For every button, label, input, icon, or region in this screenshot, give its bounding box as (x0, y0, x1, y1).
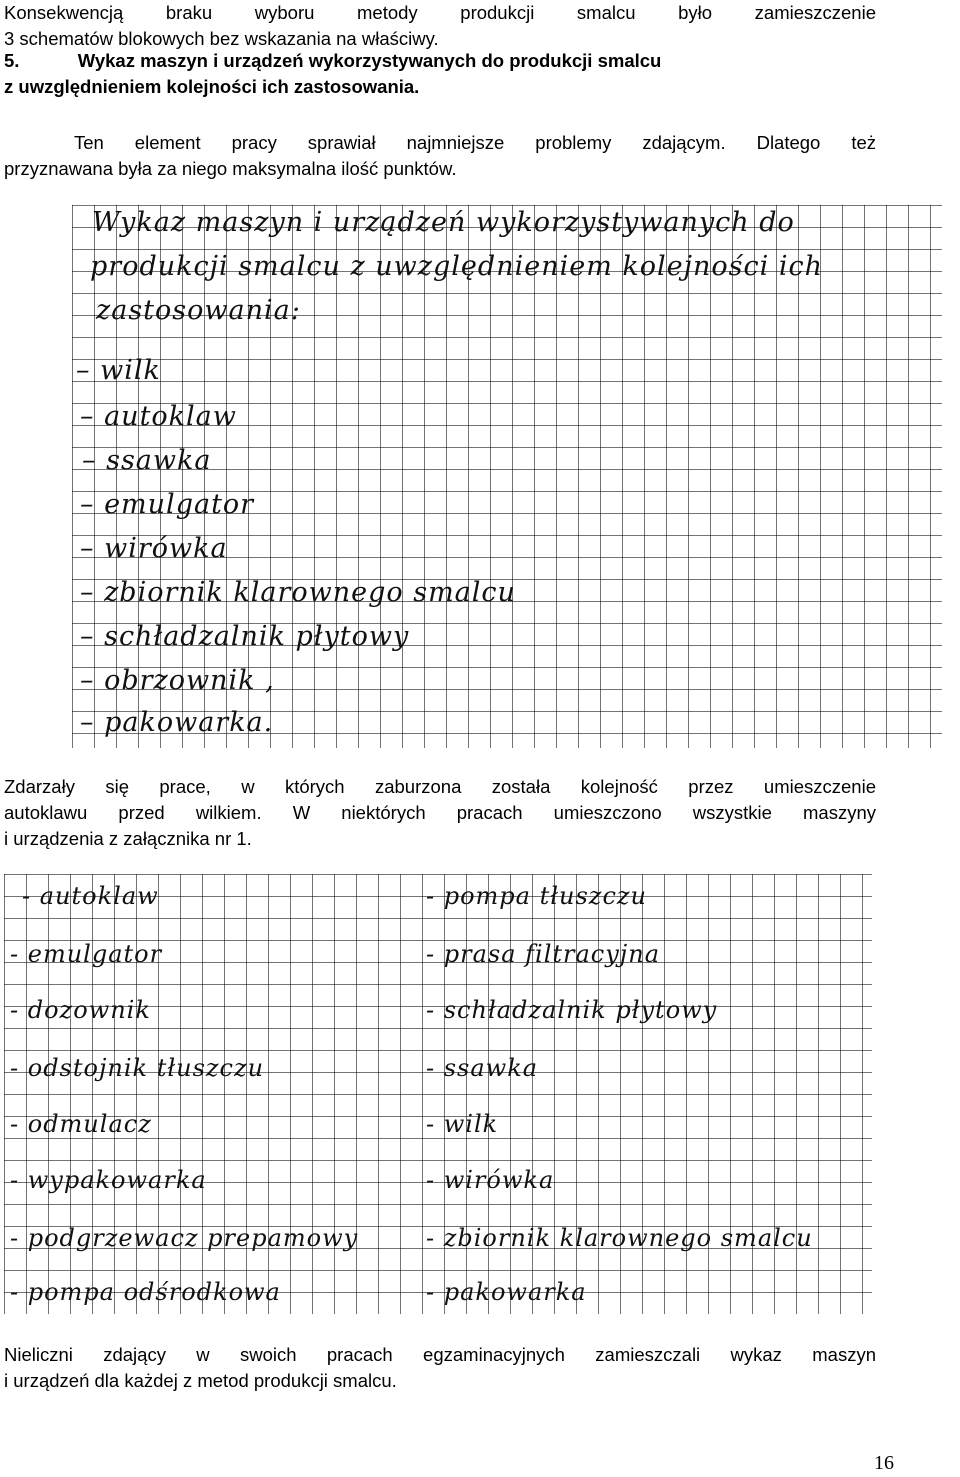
scan1-heading-line-1: Wykaz maszyn i urządzeń wykorzystywanych do (92, 207, 795, 238)
scan2-right-item: - schładzalnik płytowy (426, 996, 718, 1024)
section-title-line-2: z uwzględnieniem kolejności ich zastosowania. (4, 76, 420, 97)
scan2-left-item: - odstojnik tłuszczu (10, 1054, 265, 1082)
section-title-line-1: Wykaz maszyn i urządzeń wykorzystywanych do produkcji smalcu (77, 50, 662, 71)
paragraph-1-line-2: przyznawana była za niego maksymalna ilość punktów. (4, 158, 457, 179)
scan2-right-item: - ssawka (426, 1054, 539, 1082)
paragraph-3-line-1: Nieliczni zdający w swoich pracach egzaminacyjnych zamieszczali wykaz maszyn (4, 1344, 876, 1365)
scan1-item: – emulgator (80, 489, 255, 520)
scan1-heading-line-2: produkcji smalcu z uwzględnieniem kolejności ich (90, 251, 823, 282)
scan2-right-item: - pompa tłuszczu (426, 882, 647, 910)
scan2-right-item: - wilk (426, 1110, 499, 1138)
paragraph-1 (4, 130, 876, 182)
scan1-item: – schładzalnik płytowy (80, 621, 410, 652)
scan2-left-item: - dozownik (10, 996, 151, 1024)
scan2-left-item: - podgrzewacz prepamowy (10, 1224, 359, 1252)
scan2-left-item: - autoklaw (22, 882, 159, 910)
handwritten-scan-2 (4, 874, 872, 1314)
paragraph-3-line-2: i urządzeń dla każdej z metod produkcji smalcu. (4, 1370, 397, 1391)
scan2-right-item: - wirówka (426, 1166, 555, 1194)
paragraph-2 (4, 774, 876, 852)
paragraph-3 (4, 1342, 876, 1394)
scan1-item: – wirówka (80, 533, 228, 564)
scan2-left-item: - pompa odśrodkowa (10, 1278, 281, 1306)
paragraph-2-line-1: Zdarzały się prace, w których zaburzona została kolejność przez umieszczenie (4, 776, 876, 797)
scan1-item: – obrzownik , (80, 665, 275, 696)
handwritten-scan-1 (72, 205, 942, 748)
scan2-right-item: - pakowarka (426, 1278, 587, 1306)
scan1-item: – autoklaw (80, 401, 237, 432)
scan1-heading-line-3: zastosowania: (96, 295, 301, 326)
scan2-right-item: - prasa filtracyjna (426, 940, 661, 968)
scan1-item: – ssawka (82, 445, 212, 476)
scan2-right-item: - zbiornik klarownego smalcu (426, 1224, 813, 1252)
scan1-item: – zbiornik klarownego smalcu (80, 577, 516, 608)
section-number: 5. (4, 50, 20, 71)
paragraph-2-line-2: autoklawu przed wilkiem. W niektórych pracach umieszczono wszystkie maszyny (4, 802, 876, 823)
section-heading (4, 48, 876, 100)
page-number: 16 (874, 1452, 894, 1474)
scan2-left-item: - wypakowarka (10, 1166, 207, 1194)
intro-line-1: Konsekwencją braku wyboru metody produkcji smalcu było zamieszczenie (4, 2, 876, 23)
scan1-item: – wilk (76, 355, 161, 386)
paragraph-2-line-3: i urządzenia z załącznika nr 1. (4, 828, 252, 849)
intro-paragraph (4, 0, 876, 52)
scan1-item: – pakowarka. (80, 707, 274, 738)
intro-line-2: 3 schematów blokowych bez wskazania na właściwy. (4, 28, 439, 49)
paragraph-1-line-1: Ten element pracy sprawiał najmniejsze problemy zdającym. Dlatego też (74, 132, 876, 153)
scan2-left-item: - odmulacz (10, 1110, 152, 1138)
scan2-left-item: - emulgator (10, 940, 163, 968)
